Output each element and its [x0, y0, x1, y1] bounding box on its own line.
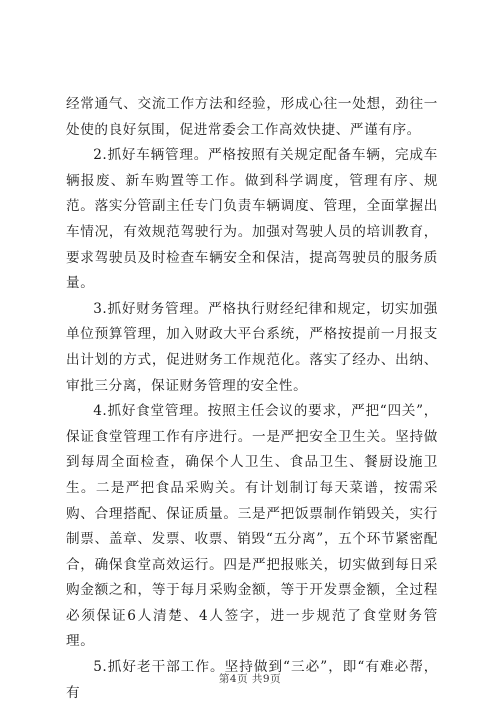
page-number-footer: 第4页 共9页: [218, 673, 282, 685]
paragraph-vehicle-management: 2.抓好车辆管理。严格按照有关规定配备车辆，完成车辆报废、新车购置等工作。做到科学调度，管理有序、规范。落实分管副主任专门负责车辆调度、管理，全面掌握出车情况，有效规范驾驶行为。加强对驾驶人员的培训教育，要求驾驶员及时检查车辆安全和保洁，提高驾驶员的服务质量。: [66, 147, 438, 292]
paragraph-canteen-management: 4.抓好食堂管理。按照主任会议的要求，严把“四关”，保证食堂管理工作有序进行。一是严把安全卫生关。坚持做到每周全面检查，确保个人卫生、食品卫生、餐厨设施卫生。二是严把食品采购关。有计划制订每天菜谱，按需采购、合理搭配、保证质量。三是严把饭票制作销毁关，实行制票、盖章、发票、收票、销毁“五分离”，五个环节紧密配合，确保食堂高效运行。四是严把报账关，切实做到每日采购金额之和，等于每月采购金额，等于开发票金额，全过程必须保证6人清楚、4人签字，进一步规范了食堂财务管理。: [66, 403, 438, 650]
body-text: [66, 92, 438, 706]
paragraph-continuation: 经常通气、交流工作方法和经验，形成心往一处想，劲往一处使的良好氛围，促进常委会工作高效快捷、严谨有序。: [66, 96, 438, 138]
paragraph-finance-management: 3.抓好财务管理。严格执行财经纪律和规定，切实加强单位预算管理，加入财政大平台系统，严格按提前一月报支出计划的方式，促进财务工作规范化。落实了经办、出纳、审批三分离，保证财务管理的安全性。: [66, 300, 438, 394]
paragraph-retired-cadres: 5.抓好老干部工作。坚持做到“三必”，即“有难必帮，有: [66, 659, 438, 701]
